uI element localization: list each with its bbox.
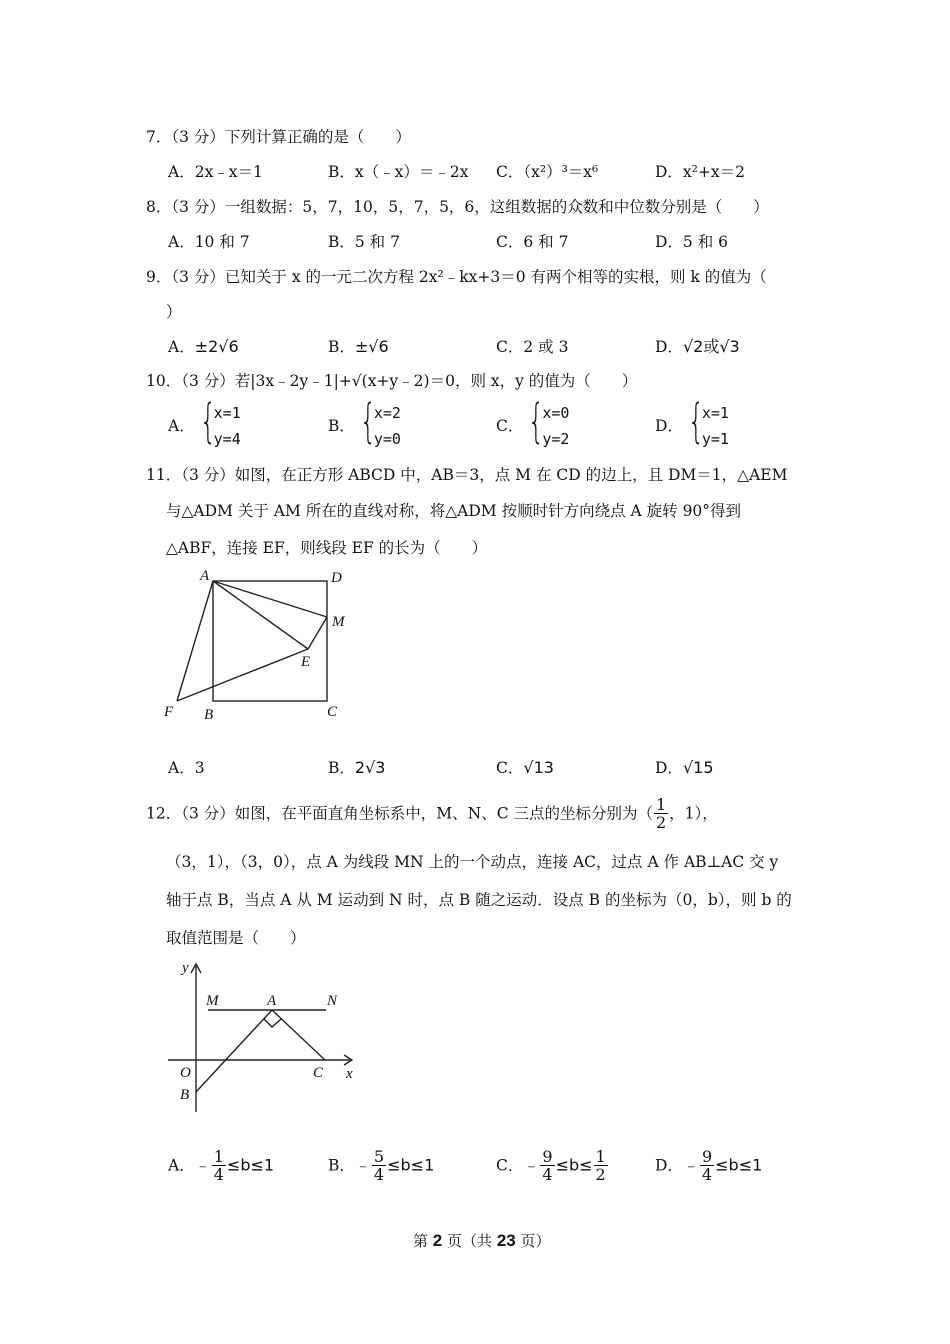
q11-option-d: D．√15 <box>655 758 714 777</box>
q12-label-m: M <box>206 993 219 1009</box>
q10-option-b: B． { x=2 y=0 <box>328 400 401 452</box>
q11-label-d: D <box>331 570 342 586</box>
q12-label-a: A <box>267 993 277 1009</box>
q11-segment-ef <box>177 649 311 701</box>
q11-label-m: M <box>332 614 345 630</box>
q11-option-c-expr: √13 <box>523 758 554 777</box>
q11-label-f: F <box>164 704 174 720</box>
q7-option-a: A．2x﹣x＝1 <box>168 163 263 181</box>
q7-option-d-expr: x²+x＝2 <box>682 163 745 181</box>
q11-option-b-expr: 2√3 <box>354 758 386 777</box>
q11-label-e: E <box>301 654 311 670</box>
q10-option-d-system: { x=1 y=1 <box>687 394 729 448</box>
q11-segment-am <box>213 581 327 617</box>
q12-figure <box>160 952 370 1117</box>
q11-option-b: B．2√3 <box>328 758 386 777</box>
q12-segment-ac <box>272 1010 325 1060</box>
page-footer: 第 2 页（共 23 页） <box>413 1231 551 1250</box>
q11-option-a: A．3 <box>168 759 205 777</box>
q10-option-d: D． { x=1 y=1 <box>655 400 729 452</box>
q9-stem-line1: 9．（3 分）已知关于 x 的一元二次方程 2x²﹣kx+3＝0 有两个相等的实根，则 k 的值为（ <box>146 268 767 286</box>
q10-option-c-system: { x=0 y=2 <box>528 394 570 448</box>
q11-option-d-expr: √15 <box>682 758 714 777</box>
q10-option-a-system: { x=1 y=4 <box>199 394 241 448</box>
q11-segment-af <box>177 581 213 701</box>
q9-option-b: B．±√6 <box>328 337 389 356</box>
q9-option-c: C．2 或 3 <box>496 338 569 356</box>
q11-label-c: C <box>327 704 338 720</box>
q7-option-b-expr: x（﹣x）＝﹣2x <box>354 163 469 181</box>
q10-option-a: A． { x=1 y=4 <box>168 400 241 452</box>
q9-stem-line2: ） <box>166 303 182 321</box>
q12-segment-ab <box>196 1010 272 1092</box>
q7-option-c-expr: （x²）³＝x⁶ <box>523 163 599 181</box>
q12-stem-line4: 取值范围是（ ） <box>166 929 306 947</box>
q8-option-a: A．10 和 7 <box>168 233 250 251</box>
q12-option-b: B．﹣ $\frac{5}{4}$ ≤b≤1 <box>328 1147 435 1184</box>
q10-stem: 10．（3 分）若|3x﹣2y﹣1|+√(x+y﹣2)＝0，则 x，y 的值为（ ） <box>146 372 638 390</box>
q7-option-c: C．（x²）³＝x⁶ <box>496 163 599 181</box>
q12-option-c: C．﹣ $\frac{9}{4}$ ≤b≤ $\frac{1}{2}$ <box>496 1147 606 1184</box>
q8-stem: 8．（3 分）一组数据：5，7，10，5，7，5，6，这组数据的众数和中位数分别是（ ） <box>146 198 769 216</box>
q8-option-b: B．5 和 7 <box>328 233 400 251</box>
footer-page-number: 2 <box>432 1231 443 1250</box>
q10-option-c: C． { x=0 y=2 <box>496 400 569 452</box>
q8-option-c: C．6 和 7 <box>496 233 569 251</box>
q11-stem-line1: 11．（3 分）如图，在正方形 ABCD 中，AB＝3，点 M 在 CD 的边上，且 DM＝1，△AEM <box>146 466 788 484</box>
q8-option-d: D．5 和 6 <box>655 233 729 251</box>
q9-option-d: D．√2或√3 <box>655 337 740 356</box>
q11-label-b: B <box>204 707 214 723</box>
q11-option-c: C．√13 <box>496 758 554 777</box>
q7-option-a-expr: 2x﹣x＝1 <box>194 163 263 181</box>
q11-stem-line3: △ABF，连接 EF，则线段 EF 的长为（ ） <box>166 539 488 557</box>
q11-figure <box>160 565 360 725</box>
q9-option-b-expr: ±√6 <box>354 337 389 356</box>
q11-segment-ae <box>213 581 308 649</box>
q12-stem-line3: 轴于点 B，当点 A 从 M 运动到 N 时，点 B 随之运动．设点 B 的坐标为（0，b），则 b 的 <box>166 891 792 909</box>
q9-option-a: A．±2√6 <box>168 337 239 356</box>
q7-option-b: B．x（﹣x）＝﹣2x <box>328 163 469 181</box>
q10-option-b-system: { x=2 y=0 <box>359 394 401 448</box>
q11-stem-line2: 与△ADM 关于 AM 所在的直线对称，将△ADM 按顺时针方向绕点 A 旋转 90°得到 <box>166 502 742 520</box>
q12-option-a: A．﹣ $\frac{1}{4}$ ≤b≤1 <box>168 1147 275 1184</box>
footer-total-pages: 23 <box>496 1231 516 1250</box>
q12-stem-line2: （3，1），（3，0），点 A 为线段 MN 上的一个动点，连接 AC，过点 A 作 AB⊥AC 交 y <box>166 853 779 871</box>
q12-right-angle-mark <box>264 1019 281 1027</box>
q11-segment-em <box>308 617 327 649</box>
q12-label-o: O <box>180 1065 191 1081</box>
q12-label-n: N <box>327 993 338 1009</box>
q11-label-a: A <box>200 568 210 584</box>
q12-option-d: D．﹣ $\frac{9}{4}$ ≤b≤1 <box>655 1147 763 1184</box>
q7-option-d: D．x²+x＝2 <box>655 163 745 181</box>
q9-option-d-expr: √2或√3 <box>682 337 740 356</box>
q12-label-b: B <box>180 1087 190 1103</box>
q12-label-y: y <box>182 960 189 976</box>
q7-stem: 7．（3 分）下列计算正确的是（ ） <box>146 128 411 146</box>
q12-label-c: C <box>313 1065 324 1081</box>
q9-option-a-expr: ±2√6 <box>194 337 239 356</box>
q12-stem-line1: 12．（3 分）如图，在平面直角坐标系中，M、N、C 三点的坐标分别为（ $\frac{1}{2}$ ，1）， <box>146 795 718 832</box>
q12-label-x: x <box>346 1066 353 1082</box>
q12-fraction-half: $\frac{1}{2}$ <box>655 795 667 832</box>
